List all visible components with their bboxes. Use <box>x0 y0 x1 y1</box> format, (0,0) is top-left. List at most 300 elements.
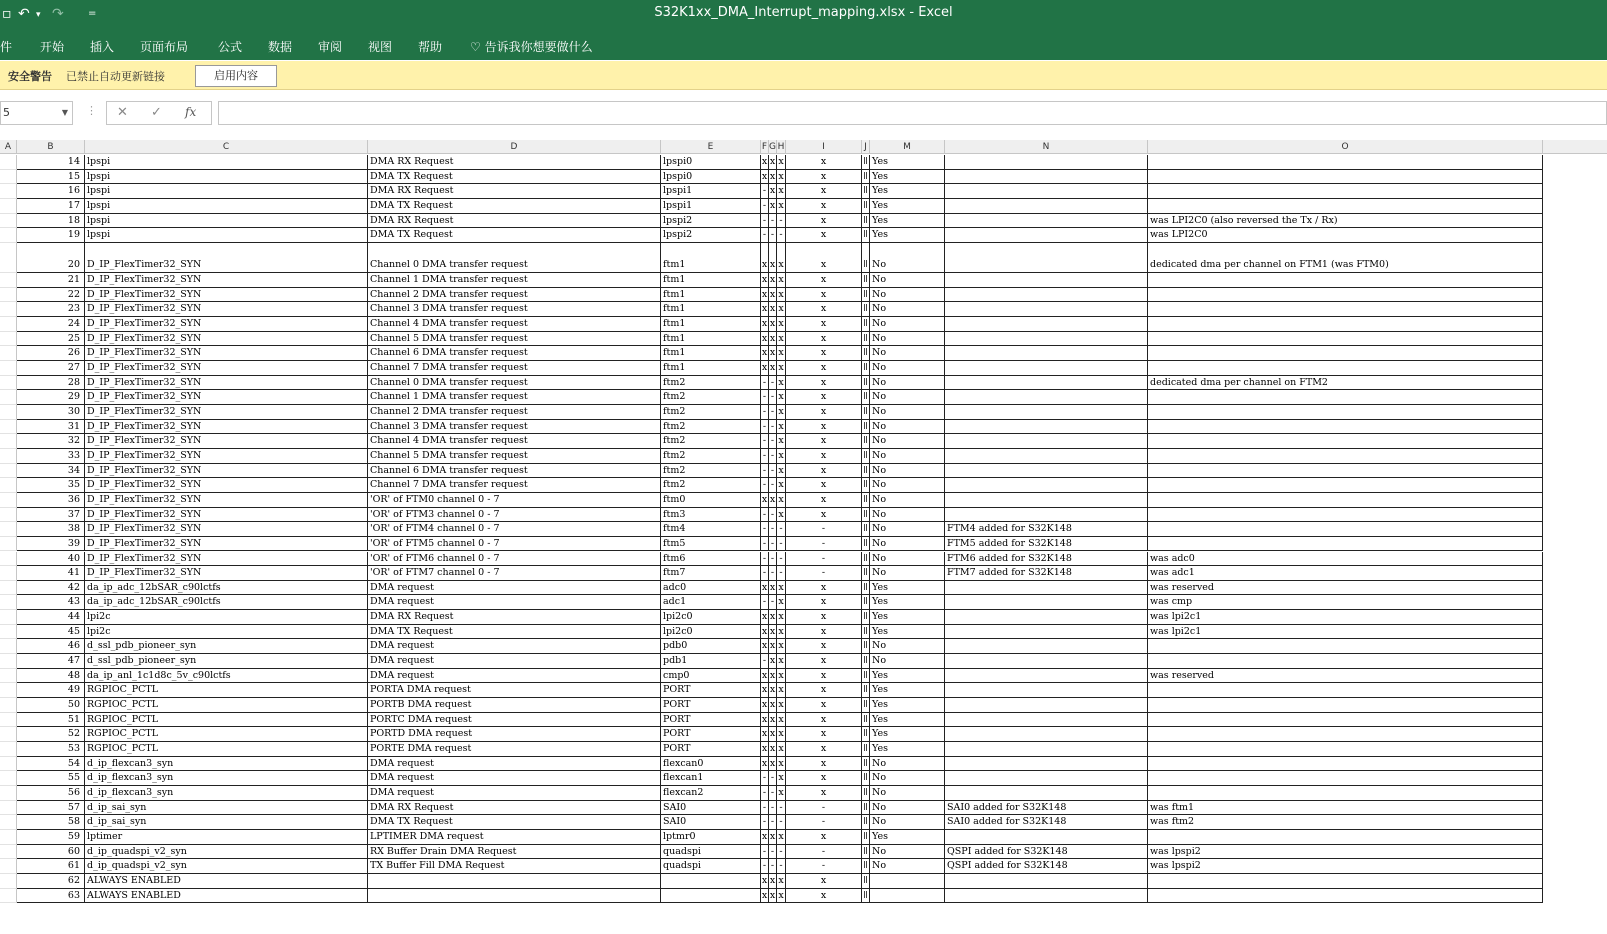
cell-e[interactable]: lpi2c0 <box>661 610 761 625</box>
cell-n[interactable]: 33 <box>17 449 85 464</box>
cell-d[interactable]: Channel 7 DMA transfer request <box>368 361 661 376</box>
cell-j[interactable]: ǁ <box>862 155 870 170</box>
cell-e[interactable]: ftm7 <box>661 566 761 581</box>
cell-o[interactable] <box>1148 449 1543 464</box>
cell-d[interactable]: Channel 1 DMA transfer request <box>368 390 661 405</box>
cell-h[interactable]: x <box>777 478 786 493</box>
cell-e[interactable]: ftm6 <box>661 552 761 567</box>
cell-g[interactable]: - <box>769 815 777 830</box>
cell-o[interactable]: was ftm1 <box>1148 801 1543 816</box>
cell-j[interactable]: ǁ <box>862 361 870 376</box>
cell-j[interactable]: ǁ <box>862 228 870 243</box>
cell-n[interactable] <box>945 830 1148 845</box>
cell-j[interactable]: ǁ <box>862 859 870 874</box>
cell-d[interactable]: Channel 5 DMA transfer request <box>368 449 661 464</box>
column-header-j[interactable]: J <box>862 140 870 154</box>
cell-h[interactable]: - <box>777 522 786 537</box>
cell-n[interactable]: 36 <box>17 493 85 508</box>
cell-n[interactable] <box>945 727 1148 742</box>
cell-g[interactable]: x <box>769 317 777 332</box>
cell-d[interactable]: PORTB DMA request <box>368 698 661 713</box>
cell-h[interactable]: x <box>777 727 786 742</box>
cell-c[interactable]: da_ip_adc_12bSAR_c90lctfs <box>85 595 368 610</box>
cell-j[interactable]: ǁ <box>862 273 870 288</box>
cell-f[interactable]: - <box>761 464 769 479</box>
cell-h[interactable]: - <box>777 845 786 860</box>
cell-i[interactable]: x <box>786 771 862 786</box>
cell-j[interactable]: ǁ <box>862 815 870 830</box>
cell-e[interactable]: PORT <box>661 727 761 742</box>
cell-i[interactable]: x <box>786 493 862 508</box>
cell-j[interactable]: ǁ <box>862 376 870 391</box>
cell-j[interactable]: ǁ <box>862 243 870 273</box>
cell-h[interactable]: - <box>777 859 786 874</box>
cell-c[interactable]: lpspi <box>85 170 368 185</box>
cell-j[interactable]: ǁ <box>862 346 870 361</box>
cell-o[interactable]: was lpspi2 <box>1148 845 1543 860</box>
cell-h[interactable]: x <box>777 273 786 288</box>
cell-g[interactable]: x <box>769 639 777 654</box>
cell-f[interactable]: - <box>761 199 769 214</box>
cell-m[interactable]: No <box>870 552 945 567</box>
cell-n[interactable] <box>945 434 1148 449</box>
cell-f[interactable]: - <box>761 449 769 464</box>
cell-j[interactable]: ǁ <box>862 390 870 405</box>
cell-a[interactable] <box>0 757 17 772</box>
cell-g[interactable]: - <box>769 859 777 874</box>
cell-a[interactable] <box>0 361 17 376</box>
cell-i[interactable]: x <box>786 713 862 728</box>
cell-n[interactable]: QSPI added for S32K148 <box>945 845 1148 860</box>
cell-f[interactable]: x <box>761 669 769 684</box>
cell-n[interactable] <box>945 243 1148 273</box>
cell-g[interactable]: x <box>769 669 777 684</box>
cell-i[interactable]: x <box>786 405 862 420</box>
cell-i[interactable]: x <box>786 214 862 229</box>
cell-j[interactable]: ǁ <box>862 420 870 435</box>
cell-c[interactable]: d_ip_quadspi_v2_syn <box>85 845 368 860</box>
cell-m[interactable]: No <box>870 243 945 273</box>
cell-o[interactable]: was LPI2C0 <box>1148 228 1543 243</box>
cell-f[interactable]: - <box>761 552 769 567</box>
cell-g[interactable]: - <box>769 464 777 479</box>
cell-h[interactable]: x <box>777 698 786 713</box>
cell-g[interactable]: x <box>769 493 777 508</box>
cell-e[interactable]: ftm2 <box>661 449 761 464</box>
cell-c[interactable]: RGPIOC_PCTL <box>85 742 368 757</box>
cell-h[interactable]: x <box>777 625 786 640</box>
cell-g[interactable]: x <box>769 830 777 845</box>
cell-d[interactable]: Channel 2 DMA transfer request <box>368 405 661 420</box>
cell-m[interactable]: Yes <box>870 625 945 640</box>
cell-c[interactable]: D_IP_FlexTimer32_SYN <box>85 478 368 493</box>
cell-n[interactable]: 62 <box>17 874 85 889</box>
cell-n[interactable]: 43 <box>17 595 85 610</box>
cell-i[interactable]: x <box>786 757 862 772</box>
cell-f[interactable]: x <box>761 683 769 698</box>
cell-o[interactable]: was lpi2c1 <box>1148 610 1543 625</box>
cell-g[interactable]: x <box>769 243 777 273</box>
cell-c[interactable]: lpi2c <box>85 625 368 640</box>
cell-n[interactable]: 24 <box>17 317 85 332</box>
cell-d[interactable]: Channel 3 DMA transfer request <box>368 420 661 435</box>
cell-n[interactable]: 46 <box>17 639 85 654</box>
cell-n[interactable] <box>945 273 1148 288</box>
cell-i[interactable]: x <box>786 317 862 332</box>
cell-i[interactable]: x <box>786 199 862 214</box>
cell-n[interactable]: 58 <box>17 815 85 830</box>
cell-g[interactable]: - <box>769 566 777 581</box>
cell-n[interactable]: 30 <box>17 405 85 420</box>
cell-e[interactable]: flexcan1 <box>661 771 761 786</box>
cell-h[interactable]: x <box>777 434 786 449</box>
cell-i[interactable]: x <box>786 581 862 596</box>
cell-o[interactable] <box>1148 639 1543 654</box>
cell-o[interactable] <box>1148 199 1543 214</box>
cell-a[interactable] <box>0 654 17 669</box>
cell-j[interactable]: ǁ <box>862 874 870 889</box>
cell-n[interactable]: 48 <box>17 669 85 684</box>
cell-n[interactable] <box>945 713 1148 728</box>
cell-m[interactable]: Yes <box>870 683 945 698</box>
cell-e[interactable]: ftm1 <box>661 302 761 317</box>
cell-j[interactable]: ǁ <box>862 683 870 698</box>
cell-a[interactable] <box>0 727 17 742</box>
cell-a[interactable] <box>0 552 17 567</box>
cell-a[interactable] <box>0 376 17 391</box>
cell-c[interactable]: D_IP_FlexTimer32_SYN <box>85 332 368 347</box>
cell-c[interactable]: RGPIOC_PCTL <box>85 727 368 742</box>
cell-e[interactable]: ftm2 <box>661 478 761 493</box>
cell-j[interactable]: ǁ <box>862 727 870 742</box>
cell-e[interactable]: ftm0 <box>661 493 761 508</box>
cell-n[interactable]: 29 <box>17 390 85 405</box>
cell-g[interactable]: x <box>769 757 777 772</box>
cell-o[interactable] <box>1148 170 1543 185</box>
cell-d[interactable]: 'OR' of FTM0 channel 0 - 7 <box>368 493 661 508</box>
cell-n[interactable]: 55 <box>17 771 85 786</box>
cell-e[interactable]: pdb1 <box>661 654 761 669</box>
cell-i[interactable]: x <box>786 610 862 625</box>
cell-j[interactable]: ǁ <box>862 199 870 214</box>
cell-i[interactable]: - <box>786 566 862 581</box>
cell-h[interactable]: x <box>777 654 786 669</box>
cell-i[interactable]: x <box>786 420 862 435</box>
cell-f[interactable]: x <box>761 346 769 361</box>
cell-d[interactable]: Channel 7 DMA transfer request <box>368 478 661 493</box>
cell-a[interactable] <box>0 683 17 698</box>
cell-m[interactable]: No <box>870 493 945 508</box>
cell-f[interactable]: x <box>761 742 769 757</box>
cell-i[interactable]: x <box>786 727 862 742</box>
cell-c[interactable]: d_ssl_pdb_pioneer_syn <box>85 639 368 654</box>
cell-e[interactable]: lpi2c0 <box>661 625 761 640</box>
cell-g[interactable]: - <box>769 405 777 420</box>
cell-c[interactable]: d_ip_sai_syn <box>85 815 368 830</box>
cell-j[interactable]: ǁ <box>862 302 870 317</box>
cell-d[interactable]: Channel 1 DMA transfer request <box>368 273 661 288</box>
cell-d[interactable]: DMA RX Request <box>368 214 661 229</box>
cell-i[interactable]: x <box>786 830 862 845</box>
cell-g[interactable]: x <box>769 610 777 625</box>
cell-a[interactable] <box>0 302 17 317</box>
cell-c[interactable]: da_ip_adc_12bSAR_c90lctfs <box>85 581 368 596</box>
cell-j[interactable]: ǁ <box>862 317 870 332</box>
cell-n[interactable]: 38 <box>17 522 85 537</box>
cell-m[interactable]: Yes <box>870 727 945 742</box>
cell-e[interactable]: ftm2 <box>661 390 761 405</box>
cell-j[interactable]: ǁ <box>862 771 870 786</box>
cell-d[interactable]: 'OR' of FTM4 channel 0 - 7 <box>368 522 661 537</box>
cell-g[interactable]: - <box>769 449 777 464</box>
cell-h[interactable]: x <box>777 361 786 376</box>
cell-f[interactable]: - <box>761 214 769 229</box>
cell-e[interactable]: PORT <box>661 713 761 728</box>
cell-m[interactable]: No <box>870 771 945 786</box>
cell-a[interactable] <box>0 639 17 654</box>
cell-e[interactable]: PORT <box>661 742 761 757</box>
cell-e[interactable]: ftm2 <box>661 405 761 420</box>
cell-e[interactable] <box>661 874 761 889</box>
cell-c[interactable]: D_IP_FlexTimer32_SYN <box>85 273 368 288</box>
cell-a[interactable] <box>0 845 17 860</box>
cell-m[interactable]: No <box>870 464 945 479</box>
cell-h[interactable]: x <box>777 508 786 523</box>
tab-review[interactable]: 审阅 <box>318 40 343 54</box>
cell-n[interactable]: 39 <box>17 537 85 552</box>
cell-m[interactable]: Yes <box>870 228 945 243</box>
cell-d[interactable]: DMA request <box>368 639 661 654</box>
cell-j[interactable]: ǁ <box>862 654 870 669</box>
enter-icon[interactable]: ✓ <box>151 105 162 120</box>
cell-n[interactable] <box>945 449 1148 464</box>
cell-c[interactable]: lptimer <box>85 830 368 845</box>
cell-m[interactable]: No <box>870 654 945 669</box>
cell-d[interactable]: Channel 0 DMA transfer request <box>368 243 661 273</box>
cell-h[interactable]: x <box>777 669 786 684</box>
cell-j[interactable]: ǁ <box>862 610 870 625</box>
cell-g[interactable]: - <box>769 508 777 523</box>
cell-n[interactable] <box>945 390 1148 405</box>
cell-g[interactable]: x <box>769 332 777 347</box>
cell-e[interactable]: ftm1 <box>661 273 761 288</box>
cell-h[interactable]: x <box>777 317 786 332</box>
cell-e[interactable]: flexcan0 <box>661 757 761 772</box>
cell-g[interactable]: - <box>769 845 777 860</box>
cell-f[interactable]: - <box>761 376 769 391</box>
cell-d[interactable]: PORTD DMA request <box>368 727 661 742</box>
cell-i[interactable]: x <box>786 184 862 199</box>
cell-n[interactable]: QSPI added for S32K148 <box>945 859 1148 874</box>
column-header-b[interactable]: B <box>17 140 85 154</box>
cell-n[interactable]: 23 <box>17 302 85 317</box>
cell-d[interactable]: Channel 4 DMA transfer request <box>368 317 661 332</box>
cell-d[interactable]: PORTC DMA request <box>368 713 661 728</box>
cell-c[interactable]: D_IP_FlexTimer32_SYN <box>85 302 368 317</box>
cell-o[interactable] <box>1148 874 1543 889</box>
tab-help[interactable]: 帮助 <box>418 40 443 54</box>
cell-m[interactable]: Yes <box>870 713 945 728</box>
cell-d[interactable]: Channel 0 DMA transfer request <box>368 376 661 391</box>
cell-h[interactable]: x <box>777 639 786 654</box>
cell-h[interactable]: x <box>777 493 786 508</box>
cell-c[interactable]: ALWAYS ENABLED <box>85 874 368 889</box>
cell-f[interactable]: x <box>761 332 769 347</box>
cell-f[interactable]: x <box>761 155 769 170</box>
cell-o[interactable] <box>1148 478 1543 493</box>
cell-j[interactable]: ǁ <box>862 713 870 728</box>
cell-f[interactable]: - <box>761 478 769 493</box>
cell-n[interactable]: 15 <box>17 170 85 185</box>
cell-a[interactable] <box>0 478 17 493</box>
tab-insert[interactable]: 插入 <box>90 40 115 54</box>
cell-c[interactable]: D_IP_FlexTimer32_SYN <box>85 390 368 405</box>
cell-g[interactable]: x <box>769 199 777 214</box>
cell-j[interactable]: ǁ <box>862 449 870 464</box>
cell-m[interactable]: Yes <box>870 155 945 170</box>
cell-f[interactable]: x <box>761 625 769 640</box>
cell-h[interactable]: x <box>777 757 786 772</box>
cell-o[interactable]: was ftm2 <box>1148 815 1543 830</box>
cell-n[interactable] <box>945 199 1148 214</box>
cell-i[interactable]: x <box>786 478 862 493</box>
cell-n[interactable]: 16 <box>17 184 85 199</box>
cell-n[interactable]: 28 <box>17 376 85 391</box>
cell-n[interactable] <box>945 786 1148 801</box>
cell-f[interactable]: - <box>761 228 769 243</box>
cell-n[interactable] <box>945 214 1148 229</box>
cell-n[interactable] <box>945 228 1148 243</box>
cell-e[interactable]: ftm1 <box>661 317 761 332</box>
cell-c[interactable]: lpi2c <box>85 610 368 625</box>
cell-c[interactable]: D_IP_FlexTimer32_SYN <box>85 434 368 449</box>
cell-e[interactable]: adc1 <box>661 595 761 610</box>
cell-a[interactable] <box>0 390 17 405</box>
cell-d[interactable]: DMA RX Request <box>368 610 661 625</box>
cell-h[interactable]: x <box>777 581 786 596</box>
cell-m[interactable]: No <box>870 537 945 552</box>
cell-j[interactable]: ǁ <box>862 757 870 772</box>
cell-n[interactable] <box>945 757 1148 772</box>
cell-c[interactable]: D_IP_FlexTimer32_SYN <box>85 346 368 361</box>
cell-c[interactable]: D_IP_FlexTimer32_SYN <box>85 464 368 479</box>
cell-i[interactable]: x <box>786 361 862 376</box>
cell-m[interactable]: Yes <box>870 669 945 684</box>
cell-f[interactable]: - <box>761 390 769 405</box>
cell-a[interactable] <box>0 566 17 581</box>
cell-d[interactable]: 'OR' of FTM5 channel 0 - 7 <box>368 537 661 552</box>
cell-m[interactable]: No <box>870 361 945 376</box>
cell-j[interactable]: ǁ <box>862 508 870 523</box>
cell-i[interactable]: x <box>786 288 862 303</box>
cell-c[interactable]: D_IP_FlexTimer32_SYN <box>85 243 368 273</box>
cell-f[interactable]: - <box>761 595 769 610</box>
cell-c[interactable]: d_ssl_pdb_pioneer_syn <box>85 654 368 669</box>
cell-h[interactable]: - <box>777 552 786 567</box>
cell-f[interactable]: - <box>761 566 769 581</box>
cell-g[interactable]: - <box>769 390 777 405</box>
cell-c[interactable]: RGPIOC_PCTL <box>85 713 368 728</box>
cell-d[interactable]: Channel 6 DMA transfer request <box>368 464 661 479</box>
cell-h[interactable]: x <box>777 830 786 845</box>
cell-d[interactable]: Channel 3 DMA transfer request <box>368 302 661 317</box>
cell-i[interactable]: x <box>786 332 862 347</box>
cell-c[interactable]: D_IP_FlexTimer32_SYN <box>85 420 368 435</box>
cell-f[interactable]: - <box>761 845 769 860</box>
enable-content-button[interactable]: 启用内容 <box>195 65 277 87</box>
cell-j[interactable]: ǁ <box>862 581 870 596</box>
cell-a[interactable] <box>0 742 17 757</box>
cell-i[interactable]: x <box>786 346 862 361</box>
cell-n[interactable] <box>945 317 1148 332</box>
cell-f[interactable]: - <box>761 537 769 552</box>
cell-c[interactable]: D_IP_FlexTimer32_SYN <box>85 376 368 391</box>
cell-f[interactable]: x <box>761 288 769 303</box>
cell-g[interactable]: x <box>769 683 777 698</box>
cell-o[interactable] <box>1148 332 1543 347</box>
cell-n[interactable] <box>945 595 1148 610</box>
cell-n[interactable]: 35 <box>17 478 85 493</box>
name-box-dropdown-icon[interactable]: ▼ <box>61 108 68 117</box>
cell-g[interactable]: - <box>769 478 777 493</box>
cell-m[interactable]: No <box>870 376 945 391</box>
customize-quick-access-icon[interactable]: = <box>88 8 97 19</box>
cell-h[interactable]: x <box>777 184 786 199</box>
insert-function-icon[interactable]: fx <box>185 105 197 119</box>
cell-m[interactable]: No <box>870 786 945 801</box>
cell-n[interactable] <box>945 478 1148 493</box>
cell-h[interactable]: x <box>777 889 786 904</box>
cell-g[interactable]: x <box>769 874 777 889</box>
cell-n[interactable]: 47 <box>17 654 85 669</box>
cell-h[interactable]: x <box>777 332 786 347</box>
cell-n[interactable]: 19 <box>17 228 85 243</box>
cell-n[interactable] <box>945 639 1148 654</box>
cell-m[interactable]: Yes <box>870 698 945 713</box>
cell-n[interactable] <box>945 698 1148 713</box>
cell-n[interactable]: 53 <box>17 742 85 757</box>
cell-m[interactable]: No <box>870 405 945 420</box>
cell-n[interactable]: FTM4 added for S32K148 <box>945 522 1148 537</box>
cell-a[interactable] <box>0 184 17 199</box>
cell-i[interactable]: - <box>786 522 862 537</box>
cell-f[interactable]: x <box>761 170 769 185</box>
cell-n[interactable]: 22 <box>17 288 85 303</box>
cell-n[interactable]: 56 <box>17 786 85 801</box>
cell-i[interactable]: x <box>786 155 862 170</box>
cell-e[interactable]: ftm4 <box>661 522 761 537</box>
cell-e[interactable] <box>661 889 761 904</box>
cell-f[interactable]: x <box>761 361 769 376</box>
cell-h[interactable]: x <box>777 302 786 317</box>
cell-a[interactable] <box>0 493 17 508</box>
cell-e[interactable]: PORT <box>661 683 761 698</box>
cell-a[interactable] <box>0 155 17 170</box>
cell-n[interactable] <box>945 874 1148 889</box>
cell-e[interactable]: lptmr0 <box>661 830 761 845</box>
cell-d[interactable]: DMA RX Request <box>368 155 661 170</box>
cell-o[interactable] <box>1148 786 1543 801</box>
cell-m[interactable]: Yes <box>870 170 945 185</box>
cell-e[interactable]: PORT <box>661 698 761 713</box>
cell-n[interactable] <box>945 464 1148 479</box>
cell-d[interactable]: DMA request <box>368 595 661 610</box>
cell-m[interactable]: No <box>870 273 945 288</box>
cell-c[interactable]: d_ip_flexcan3_syn <box>85 786 368 801</box>
cell-g[interactable]: x <box>769 654 777 669</box>
cell-a[interactable] <box>0 317 17 332</box>
cell-h[interactable]: x <box>777 346 786 361</box>
